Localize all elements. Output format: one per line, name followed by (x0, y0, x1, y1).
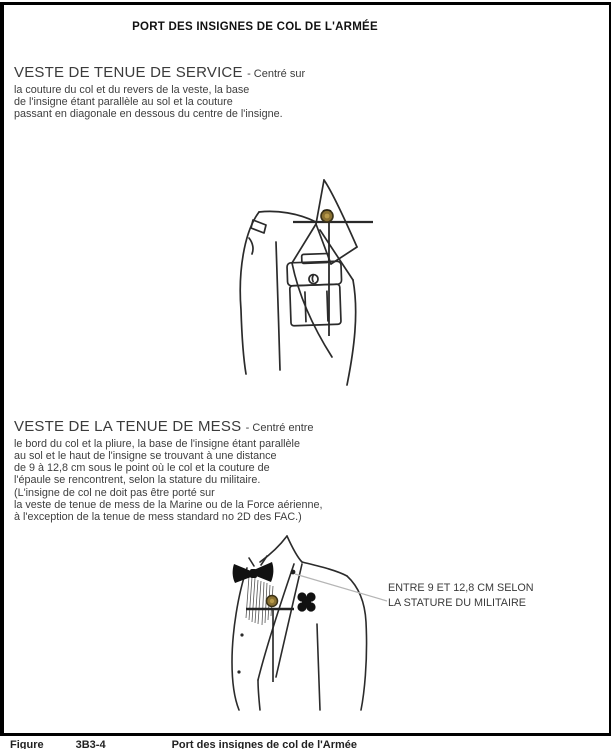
section-body (14, 438, 323, 523)
figure-caption (10, 739, 357, 749)
section-mess-dress (14, 418, 323, 523)
body-line: de 9 à 12,8 cm sous le point où le col et la couture de (14, 462, 270, 475)
caption-text: Port des insignes de col de l'Armée (171, 739, 357, 749)
jacket-outline (240, 180, 357, 385)
body-line: de l'insigne étant parallèle au sol et la couture (14, 96, 233, 109)
section-heading (14, 64, 305, 81)
breast-pocket (287, 253, 343, 326)
section-heading-suffix: - Centré sur (247, 68, 306, 80)
distance-callout-label (388, 581, 534, 610)
jacket-outline (232, 536, 367, 710)
service-dress-jacket-drawing (180, 150, 460, 400)
collar-insignia-icon (267, 596, 278, 607)
body-line: à l'exception de la tenue de mess standard no 2D des FAC.) (14, 510, 302, 523)
measuring-lines (293, 222, 373, 336)
shirt-buttons (237, 633, 243, 673)
body-line: au sol et le haut de l'insigne se trouvant à une distance (14, 450, 277, 463)
caption-label: Figure (10, 739, 44, 749)
body-line: l'épaule se rencontrent, selon la stature du militaire. (14, 474, 261, 487)
caption-number: 3B3-4 (75, 739, 106, 749)
body-line: (L'insigne de col ne doit pas être porté sur (14, 486, 215, 499)
callout-line: LA STATURE DU MILITAIRE (388, 596, 526, 609)
callout-line: ENTRE 9 ET 12,8 CM SELON (388, 582, 534, 594)
page-title: PORT DES INSIGNES DE COL DE L'ARMÉE (132, 21, 378, 33)
collar-insignia-icon (321, 210, 333, 222)
section-heading-text: VESTE DE LA TENUE DE MESS (14, 418, 242, 435)
body-line: le bord du col et la pliure, la base de l'insigne étant parallèle (14, 438, 300, 450)
section-service-dress (14, 64, 305, 120)
section-heading (14, 418, 323, 435)
body-line: la veste de tenue de mess de la Marine ou de la Force aérienne, (14, 498, 323, 511)
body-line: passant en diagonale en dessous du centre de l'insigne. (14, 108, 283, 121)
measuring-lines (246, 609, 294, 682)
quatrefoil-ornament-icon (297, 592, 315, 611)
mess-dress-jacket-drawing (150, 530, 450, 730)
section-heading-text: VESTE DE TENUE DE SERVICE (14, 64, 243, 81)
section-heading-suffix: - Centré entre (245, 422, 314, 434)
callout-anchor-dot (291, 570, 296, 575)
body-line: la couture du col et du revers de la veste, la base (14, 84, 250, 96)
section-body (14, 84, 305, 120)
